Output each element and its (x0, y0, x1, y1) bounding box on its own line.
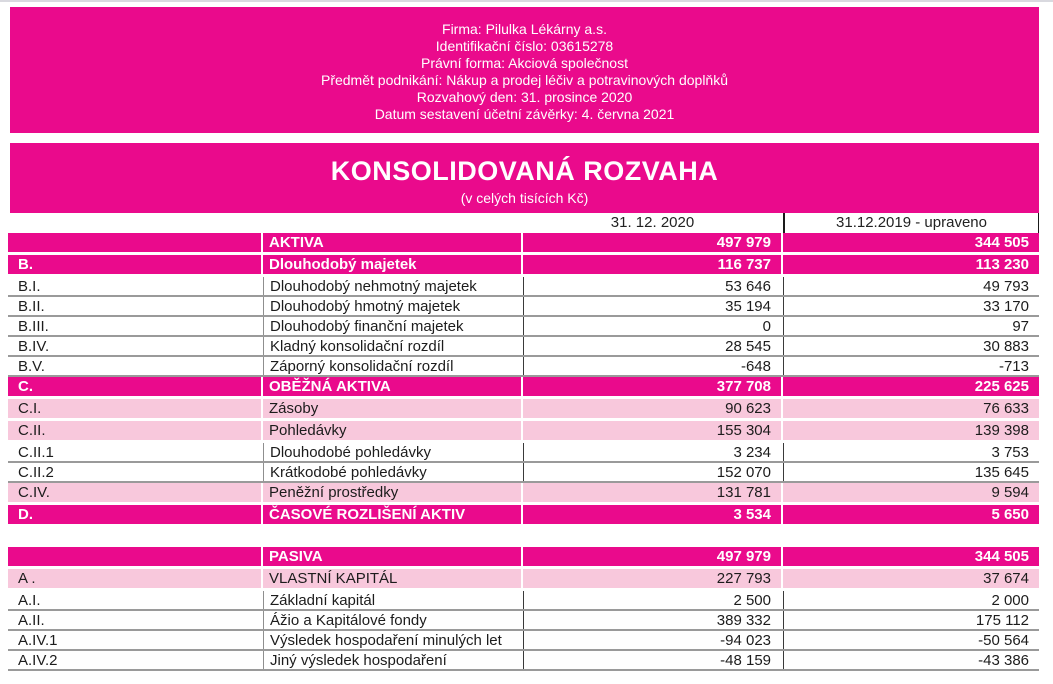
row-label: PASIVA (263, 547, 521, 566)
table-row (8, 377, 1039, 396)
table-row (8, 443, 1039, 463)
row-code: A.IV.1 (8, 631, 261, 649)
company-info-line-predmet: Předmět podnikání: Nákup a prodej léčiv a potravinových doplňků (320, 72, 729, 88)
company-info-block (10, 7, 1039, 133)
row-label: Zásoby (263, 399, 521, 418)
row-value-2019: 3 753 (783, 443, 1039, 461)
row-value-2019: 175 112 (783, 611, 1039, 629)
table-row (8, 337, 1039, 357)
row-code: C.IV. (8, 483, 261, 502)
row-value-2019: -713 (783, 357, 1039, 375)
row-label: ČASOVÉ ROZLIŠENÍ AKTIV (263, 505, 521, 524)
row-value-2019: 9 594 (783, 483, 1039, 502)
row-value-2019: 113 230 (783, 255, 1039, 274)
row-label: Dlouhodobý nehmotný majetek (263, 277, 521, 295)
row-code: A.IV.2 (8, 651, 261, 669)
company-info-line-datum-sestaveni: Datum sestavení účetní závěrky: 4. června 2021 (374, 106, 675, 122)
row-value-2020: 53 646 (523, 277, 781, 295)
row-value-2020: 28 545 (523, 337, 781, 355)
company-info-line-firma: Firma: Pilulka Lékárny a.s. (442, 21, 607, 37)
row-value-2019: 5 650 (783, 505, 1039, 524)
row-label: Peněžní prostředky (263, 483, 521, 502)
row-value-2020: 155 304 (523, 421, 781, 440)
column-header-spacer-code (8, 213, 261, 233)
table-row (8, 421, 1039, 440)
row-code: A.II. (8, 611, 261, 629)
row-value-2020: 116 737 (523, 255, 781, 274)
row-label: Dlouhodobé pohledávky (263, 443, 521, 461)
table-row (8, 611, 1039, 631)
row-value-2019: 33 170 (783, 297, 1039, 315)
row-value-2019: 76 633 (783, 399, 1039, 418)
table-row (8, 651, 1039, 671)
row-value-2020: 152 070 (523, 463, 781, 481)
table-row (8, 631, 1039, 651)
table-row (8, 277, 1039, 297)
row-label: Výsledek hospodaření minulých let (263, 631, 521, 649)
row-code (8, 547, 261, 566)
column-header-current-period: 31. 12. 2020 (523, 213, 781, 233)
row-label: Základní kapitál (263, 591, 521, 609)
row-value-2020: 35 194 (523, 297, 781, 315)
row-label: Dlouhodobý hmotný majetek (263, 297, 521, 315)
row-value-2019: 344 505 (783, 233, 1039, 252)
row-label: Kladný konsolidační rozdíl (263, 337, 521, 355)
row-value-2020: 2 500 (523, 591, 781, 609)
row-value-2019: 139 398 (783, 421, 1039, 440)
row-code: C. (8, 377, 261, 396)
row-value-2019: 97 (783, 317, 1039, 335)
table-row (8, 255, 1039, 274)
report-title-band (10, 143, 1039, 213)
row-code: A . (8, 569, 261, 588)
row-label: Dlouhodobý finanční majetek (263, 317, 521, 335)
row-label: Krátkodobé pohledávky (263, 463, 521, 481)
row-value-2020: -648 (523, 357, 781, 375)
row-value-2020: -94 023 (523, 631, 781, 649)
row-value-2020: 227 793 (523, 569, 781, 588)
row-value-2020: 377 708 (523, 377, 781, 396)
company-info-line-ico: Identifikační číslo: 03615278 (435, 38, 614, 54)
table-row (8, 569, 1039, 588)
aktiva-table (8, 233, 1039, 524)
table-row (8, 317, 1039, 337)
row-code: C.II.1 (8, 443, 261, 461)
row-code: B.II. (8, 297, 261, 315)
row-value-2019: 135 645 (783, 463, 1039, 481)
row-label: Jiný výsledek hospodaření (263, 651, 521, 669)
row-value-2020: 389 332 (523, 611, 781, 629)
row-value-2019: -43 386 (783, 651, 1039, 669)
row-code: B.I. (8, 277, 261, 295)
row-label: AKTIVA (263, 233, 521, 252)
row-value-2020: 90 623 (523, 399, 781, 418)
row-code: D. (8, 505, 261, 524)
page-top-border (0, 0, 1053, 2)
row-code: C.I. (8, 399, 261, 418)
table-row (8, 399, 1039, 418)
row-code: B.IV. (8, 337, 261, 355)
row-code (8, 233, 261, 252)
row-value-2020: 131 781 (523, 483, 781, 502)
row-code: A.I. (8, 591, 261, 609)
row-code: C.II.2 (8, 463, 261, 481)
table-row (8, 297, 1039, 317)
table-row (8, 233, 1039, 252)
column-header-previous-period: 31.12.2019 - upraveno (783, 213, 1039, 233)
company-info-line-pravni-forma: Právní forma: Akciová společnost (421, 55, 628, 71)
row-value-2020: 0 (523, 317, 781, 335)
row-value-2019: 2 000 (783, 591, 1039, 609)
row-value-2019: 30 883 (783, 337, 1039, 355)
row-label: OBĚŽNÁ AKTIVA (263, 377, 521, 396)
pasiva-table (8, 547, 1039, 671)
row-value-2020: 497 979 (523, 547, 781, 566)
column-headers-row (8, 213, 1039, 233)
row-value-2020: -48 159 (523, 651, 781, 669)
report-subtitle: (v celých tisících Kč) (460, 190, 589, 206)
row-value-2020: 3 234 (523, 443, 781, 461)
company-info-line-rozvahovy-den: Rozvahový den: 31. prosince 2020 (416, 89, 633, 105)
row-value-2019: 37 674 (783, 569, 1039, 588)
row-code: B.III. (8, 317, 261, 335)
row-value-2019: -50 564 (783, 631, 1039, 649)
row-value-2020: 497 979 (523, 233, 781, 252)
section-gap (0, 527, 1053, 547)
row-label: VLASTNÍ KAPITÁL (263, 569, 521, 588)
report-title: KONSOLIDOVANÁ ROZVAHA (330, 156, 719, 186)
row-label: Pohledávky (263, 421, 521, 440)
table-row (8, 463, 1039, 483)
row-code: C.II. (8, 421, 261, 440)
row-value-2020: 3 534 (523, 505, 781, 524)
table-row (8, 547, 1039, 566)
row-value-2019: 225 625 (783, 377, 1039, 396)
table-row (8, 505, 1039, 524)
table-row (8, 357, 1039, 377)
row-label: Dlouhodobý majetek (263, 255, 521, 274)
row-value-2019: 344 505 (783, 547, 1039, 566)
column-header-spacer-label (263, 213, 521, 233)
table-row (8, 591, 1039, 611)
row-value-2019: 49 793 (783, 277, 1039, 295)
row-code: B.V. (8, 357, 261, 375)
row-code: B. (8, 255, 261, 274)
row-label: Záporný konsolidační rozdíl (263, 357, 521, 375)
table-row (8, 483, 1039, 502)
row-label: Ážio a Kapitálové fondy (263, 611, 521, 629)
